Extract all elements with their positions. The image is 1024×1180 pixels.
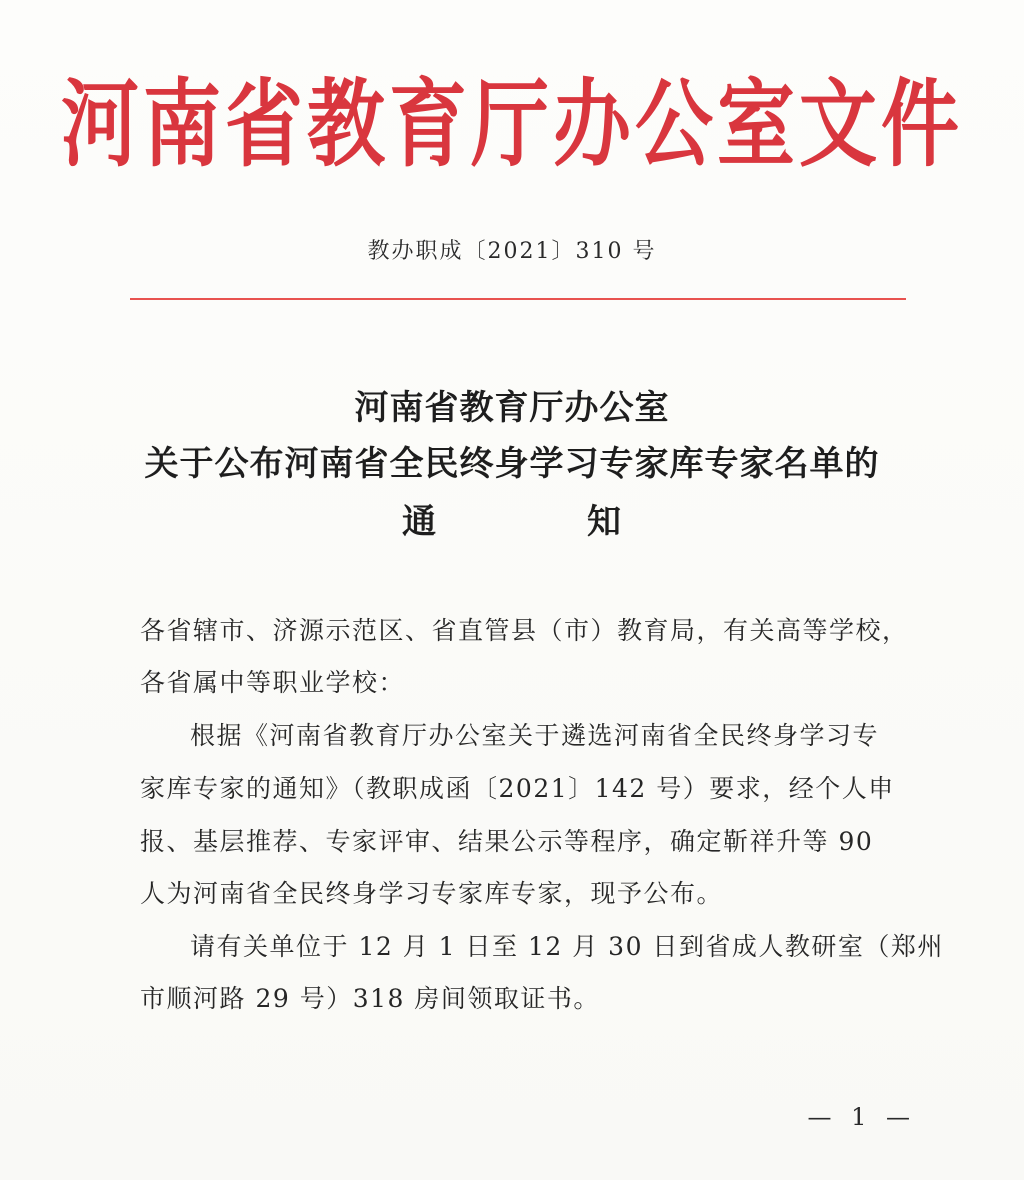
notice-title-line-1: 河南省教育厅办公室 — [354, 388, 670, 428]
paragraph-1-line-2: 家库专家的通知》（教职成函〔2021〕142 号）要求，经个人申 — [140, 774, 895, 803]
notice-title-line-2: 关于公布河南省全民终身学习专家库专家名单的 — [144, 444, 880, 484]
notice-title-char-2: 知 — [587, 502, 622, 542]
addressee-line-1: 各省辖市、济源示范区、省直管县（市）教育局，有关高等学校， — [140, 616, 909, 645]
paragraph-2-line-2: 市顺河路 29 号）318 房间领取证书。 — [140, 984, 600, 1013]
paragraph-1-line-4: 人为河南省全民终身学习专家库专家，现予公布。 — [140, 879, 724, 908]
document-number: 教办职成〔2021〕310 号 — [367, 239, 657, 264]
notice-title-line-3 — [0, 497, 1024, 547]
notice-title-char-1: 通 — [402, 502, 437, 542]
addressee-line-2: 各省属中等职业学校： — [140, 668, 406, 697]
paragraph-2-line-1: 请有关单位于 12 月 1 日至 12 月 30 日到省成人教研室（郑州 — [190, 932, 944, 961]
red-divider-line — [130, 298, 906, 300]
page-number: — 1 — — [807, 1103, 916, 1131]
paragraph-1-line-3: 报、基层推荐、专家评审、结果公示等程序，确定靳祥升等 90 — [140, 827, 874, 856]
paragraph-1-line-1: 根据《河南省教育厅办公室关于遴选河南省全民终身学习专 — [190, 721, 880, 750]
masthead-title: 河南省教育厅办公室文件 — [60, 70, 963, 180]
